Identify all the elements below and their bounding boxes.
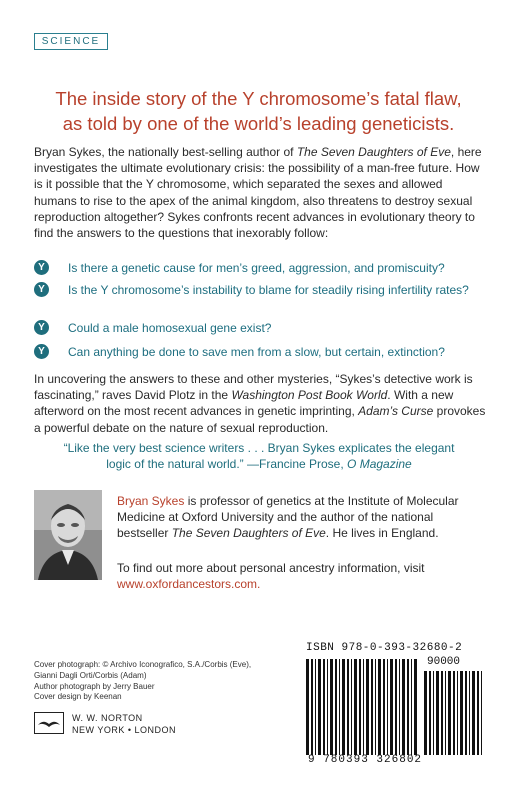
credits [34,660,294,703]
publication-name: Washington Post Book World [231,388,388,403]
category-label: SCIENCE [34,33,108,50]
quote-attribution: logic of the natural world.” —Francine Prose, [106,457,348,471]
author-bio-text-1: is professor of genetics at the Institute of Molecular Medicine at Oxford University and the author of the national bestseller [117,494,459,540]
headline-line-2: as told by one of the world’s leading geneticists. [62,113,455,134]
summary-paragraph [34,371,486,436]
ancestry-info [117,560,507,592]
y-chromosome-icon: Y [34,260,49,275]
y-chromosome-icon: Y [34,344,49,359]
author-photo [34,490,102,580]
quote-line-1: “Like the very best science writers . . . Bryan Sykes explicates the elegant [63,441,455,455]
price-barcode [424,671,484,755]
y-chromosome-icon: Y [34,320,49,335]
question-text: Could a male homosexual gene exist? [68,321,272,335]
author-bio-text-2: . He lives in England. [325,526,439,540]
ancestry-url[interactable]: www.oxfordancestors.com. [117,577,261,591]
review-quote [30,440,488,472]
quote-line-2 [30,456,488,472]
author-bio [117,493,487,541]
question-text: Is the Y chromosome’s instability to blame for steadily rising infertility rates? [68,283,469,297]
book-title: Adam’s Curse [358,404,434,419]
headline [10,86,507,136]
price-code: 90000 [427,656,461,668]
publisher-city: NEW YORK • LONDON [72,725,176,735]
intro-text-2: , here investigates the ultimate evolutionary crisis: the possibility of a man-free future. How is it possible that the Y chromosome, which separated the sexes and allowed humans to rise to the apex of the animal kingdom, also threatens to destroy sexual reproduction altogether? Sykes confronts recent advances in evolutionary theory to find the answers to the questions that inexorably follow: [34,145,482,241]
author-name: Bryan Sykes [117,494,185,508]
summary-text-2: . With a new afterword on the most recent advances in genetic imprinting, [34,388,454,419]
cover-photo-credit-1: Cover photograph: © Archivo Iconografico, S.A./Corbis (Eve), [34,660,252,669]
norton-seagull-icon [34,712,64,734]
cover-design-credit: Cover design by Keenan [34,692,122,702]
author-photo-credit: Author photograph by Jerry Bauer [34,681,155,691]
intro-paragraph [34,144,486,241]
y-chromosome-icon: Y [34,282,49,297]
question-text: Can anything be done to save men from a slow, but certain, extinction? [68,345,445,359]
ancestry-text: To find out more about personal ancestry information, visit [117,561,425,575]
quote-source: O Magazine [347,457,412,471]
cover-photo-credit-2: Gianni Dagli Orti/Corbis (Adam) [34,670,147,680]
summary-text-1: In uncovering the answers to these and other mysteries, “Sykes’s detective work is fascinating,” raves David Plotz in the [34,372,473,403]
summary-text-3: provokes a powerful debate on the nature of sexual reproduction. [34,404,486,435]
question-text: Is there a genetic cause for men’s greed, aggression, and promiscuity? [68,261,445,275]
headline-line-1: The inside story of the Y chromosome’s fatal flaw, [55,88,462,109]
intro-book-title: The Seven Daughters of Eve [296,145,451,159]
barcode-number: 9 780393 326802 [308,754,423,766]
intro-text-1: Bryan Sykes, the nationally best-selling author of [34,145,297,159]
isbn-label: ISBN 978-0-393-32680-2 [306,642,463,654]
publisher [72,712,176,736]
publisher-name: W. W. NORTON [72,713,143,723]
author-book-title: The Seven Daughters of Eve [171,526,326,540]
